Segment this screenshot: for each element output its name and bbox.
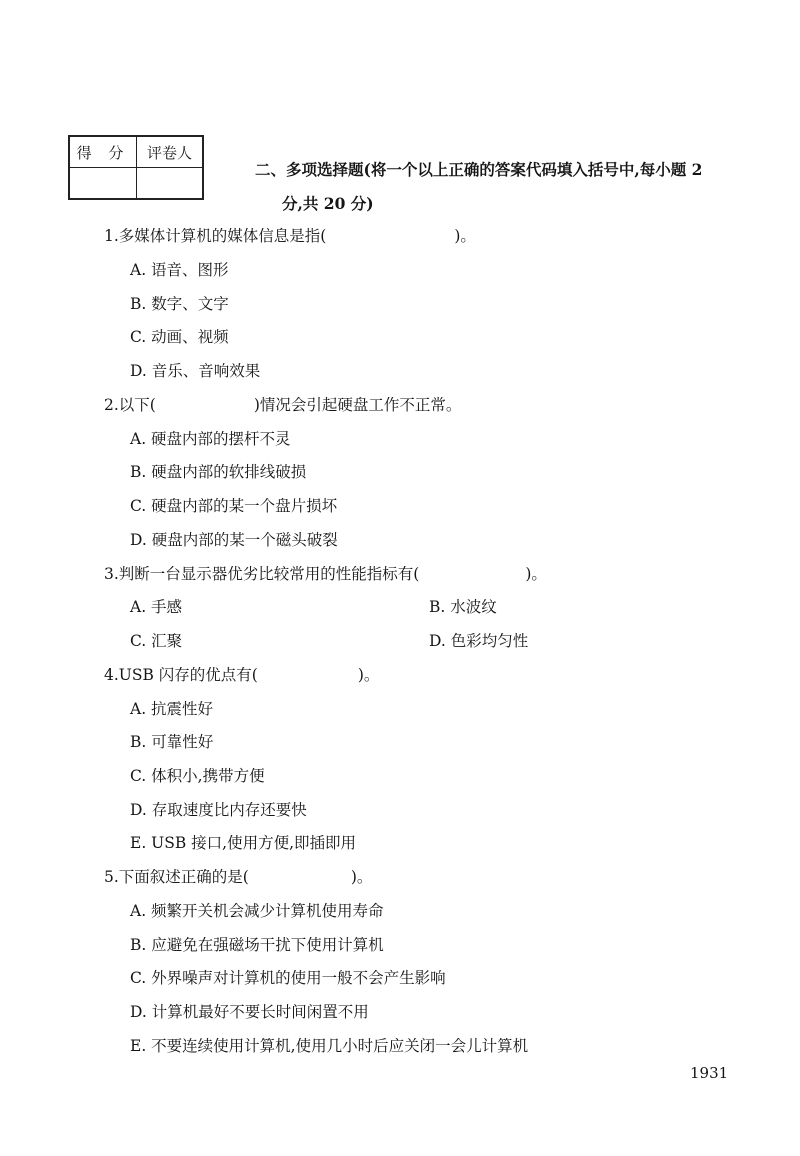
- question-3-stem-before: 3.判断一台显示器优劣比较常用的性能指标有(: [104, 565, 420, 583]
- question-3-stem-after: )。: [525, 565, 547, 583]
- question-2-stem: [104, 395, 461, 415]
- question-4-option-d: D. 存取速度比内存还要快: [130, 801, 307, 819]
- question-4-option-b: B. 可靠性好: [130, 733, 214, 751]
- section-title-line1: 二、多项选择题(将一个以上正确的答案代码填入括号中,每小题 2: [255, 160, 703, 179]
- question-4-stem-before: 4.USB 闪存的优点有(: [104, 666, 258, 684]
- question-2-stem-before: 2.以下(: [104, 396, 156, 414]
- question-5-option-b: B. 应避免在强磁场干扰下使用计算机: [130, 936, 384, 954]
- question-5-option-d: D. 计算机最好不要长时间闲置不用: [130, 1003, 369, 1021]
- score-box: [68, 135, 204, 200]
- question-2-option-b: B. 硬盘内部的软排线破损: [130, 463, 307, 481]
- question-4-stem-after: )。: [357, 666, 380, 684]
- score-label: 得 分: [69, 136, 137, 168]
- question-1-option-a: A. 语音、图形: [130, 261, 229, 279]
- section-title-line2: 分,共 20 分): [282, 194, 374, 213]
- reviewer-label: 评卷人: [137, 136, 204, 168]
- question-3-option-c: C. 汇聚: [130, 632, 183, 650]
- question-1-option-b: B. 数字、文字: [130, 295, 229, 313]
- question-4-stem: [104, 665, 379, 685]
- question-3-stem: [104, 564, 547, 584]
- question-1-stem: [104, 226, 476, 246]
- question-5-option-c: C. 外界噪声对计算机的使用一般不会产生影响: [130, 969, 446, 987]
- question-5-option-e: E. 不要连续使用计算机,使用几小时后应关闭一会儿计算机: [130, 1037, 529, 1055]
- question-5-option-a: A. 频繁开关机会减少计算机使用寿命: [130, 902, 384, 920]
- question-2-option-a: A. 硬盘内部的摆杆不灵: [130, 430, 291, 448]
- question-3-option-d: D. 色彩均匀性: [429, 632, 529, 650]
- question-2-option-c: C. 硬盘内部的某一个盘片损坏: [130, 497, 338, 515]
- score-cell[interactable]: [69, 168, 137, 200]
- question-1-option-d: D. 音乐、音响效果: [130, 362, 261, 380]
- page-number: 1931: [690, 1064, 729, 1082]
- question-3-option-b: B. 水波纹: [429, 598, 497, 616]
- question-4-option-c: C. 体积小,携带方便: [130, 767, 265, 785]
- reviewer-cell[interactable]: [137, 168, 204, 200]
- question-1-stem-after: )。: [454, 227, 476, 245]
- question-5-stem: [104, 867, 372, 887]
- question-3-option-a: A. 手感: [130, 598, 183, 616]
- question-4-option-e: E. USB 接口,使用方便,即插即用: [130, 834, 357, 852]
- question-1-option-c: C. 动画、视频: [130, 328, 229, 346]
- question-2-option-d: D. 硬盘内部的某一个磁头破裂: [130, 531, 338, 549]
- question-4-option-a: A. 抗震性好: [130, 700, 214, 718]
- question-5-stem-before: 5.下面叙述正确的是(: [104, 868, 249, 886]
- question-2-stem-after: )情况会引起硬盘工作不正常。: [253, 396, 462, 414]
- question-5-stem-after: )。: [350, 868, 373, 886]
- question-1-stem-before: 1.多媒体计算机的媒体信息是指(: [104, 227, 327, 245]
